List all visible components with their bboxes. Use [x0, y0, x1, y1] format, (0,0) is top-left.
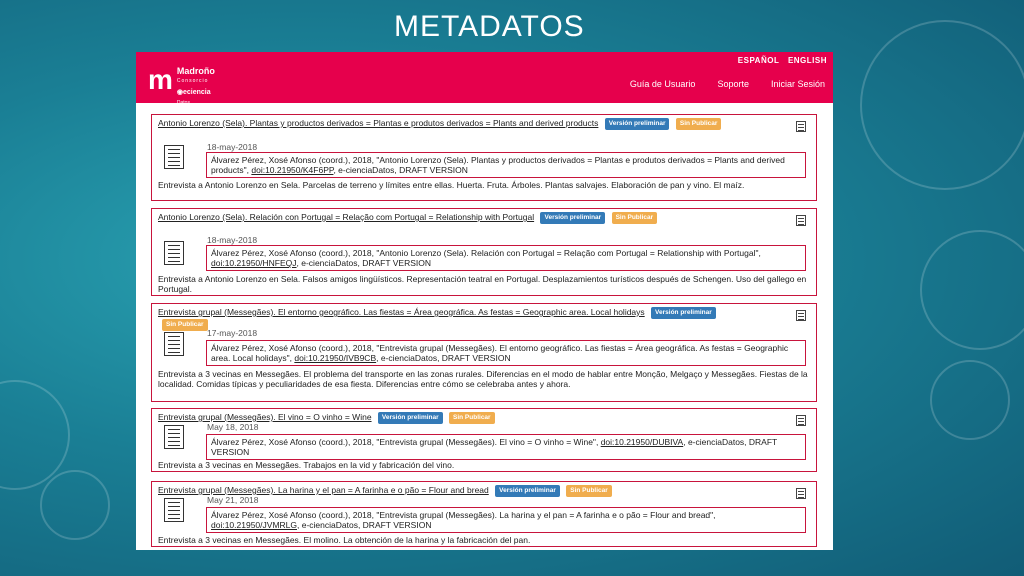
doi-link[interactable]: doi:10.21950/JVMRLG: [211, 520, 297, 530]
citation-tail: , e-cienciaDatos, DRAFT VERSION: [211, 437, 778, 457]
dataset-title-link[interactable]: Antonio Lorenzo (Sela). Relación con Portugal = Relação com Portugal = Relationship with Portugal: [158, 212, 535, 222]
nav-support[interactable]: Soporte: [717, 79, 749, 89]
draft-badge: Versión preliminar: [378, 412, 443, 424]
lang-spanish-link[interactable]: ESPAÑOL: [737, 56, 780, 65]
draft-badge: Versión preliminar: [495, 485, 560, 497]
dataset-description: Entrevista a Antonio Lorenzo en Sela. Parcelas de terreno y límites entre ellas. Huerta. Fruta. Árboles. Plantas salvajes. Elaboración de pan y vino. El maíz.: [158, 180, 745, 190]
top-nav: [630, 79, 825, 89]
file-icon: [796, 121, 806, 132]
draft-badge: Versión preliminar: [651, 307, 716, 319]
logo-sub: Consorcio: [176, 78, 209, 84]
unpublished-badge: Sin Publicar: [676, 118, 722, 130]
dataset-card: [151, 481, 817, 547]
dataset-document-icon: [164, 425, 184, 449]
slide-title: METADATOS: [394, 10, 585, 43]
file-icon: [796, 310, 806, 321]
doi-link[interactable]: doi:10.21950/IVB9CB: [294, 353, 377, 363]
dataset-card: [151, 408, 817, 472]
dataset-description: Entrevista a 3 vecinas en Messegães. El molino. La obtención de la harina y la fabricación del pan.: [158, 535, 531, 545]
citation-text: Álvarez Pérez, Xosé Afonso (coord.), 2018, "Entrevista grupal (Messegães). El entorno geográfico. Las fiestas = Área geográfica. As festas = Geographic area. Local holidays",: [211, 343, 789, 363]
lang-english-link[interactable]: ENGLISH: [787, 56, 827, 65]
madrono-logo-icon: m: [148, 64, 173, 95]
dataset-title-link[interactable]: Entrevista grupal (Messegães). La harina y el pan = A farinha e o pão = Flour and bread: [158, 485, 489, 495]
dataset-document-icon: [164, 332, 184, 356]
decorative-circle: [930, 360, 1010, 440]
dataset-title-line: [158, 118, 748, 130]
unpublished-badge: Sin Publicar: [612, 212, 658, 224]
citation-tail: , e-cienciaDatos, DRAFT VERSION: [296, 258, 431, 268]
draft-badge: Versión preliminar: [605, 118, 670, 130]
unpublished-badge: Sin Publicar: [162, 319, 208, 331]
dataset-card: [151, 114, 817, 201]
dataset-description: Entrevista a Antonio Lorenzo en Sela. Falsos amigos lingüísticos. Representación teatral en Portugal. Desplazamientos turísticos después de Schengen. Uso del gallego en Portugal.: [158, 274, 807, 294]
dataset-date: May 21, 2018: [207, 495, 259, 505]
dataset-date: May 18, 2018: [207, 422, 259, 432]
nav-login[interactable]: Iniciar Sesión: [770, 79, 825, 89]
citation-text: Álvarez Pérez, Xosé Afonso (coord.), 2018, "Antonio Lorenzo (Sela). Plantas y productos derivados = Plantas e produtos derivados = Plants and derived products",: [211, 155, 785, 175]
file-icon: [796, 215, 806, 226]
doi-link[interactable]: doi:10.21950/HNFEQJ: [211, 258, 297, 268]
unpublished-badge: Sin Publicar: [449, 412, 495, 424]
citation-text: Álvarez Pérez, Xosé Afonso (coord.), 2018, "Antonio Lorenzo (Sela). Relación con Portugal = Relação com Portugal = Relationship with Portugal",: [211, 248, 761, 258]
language-switcher: [732, 56, 827, 65]
dataset-card: [151, 208, 817, 296]
citation-box: [206, 245, 806, 271]
nav-user-guide[interactable]: Guía de Usuario: [629, 79, 696, 89]
dataset-document-icon: [164, 498, 184, 522]
logo-name: Madroño: [176, 66, 215, 76]
dataset-description: Entrevista a 3 vecinas en Messegães. Trabajos en la vid y fabricación del vino.: [158, 460, 455, 470]
citation-tail: , e-cienciaDatos, DRAFT VERSION: [333, 165, 468, 175]
citation-box: [206, 152, 806, 178]
unpublished-badge: Sin Publicar: [566, 485, 612, 497]
dataset-card: [151, 303, 817, 402]
citation-box: [206, 340, 806, 366]
citation-box: [206, 434, 806, 460]
dataset-title-link[interactable]: Antonio Lorenzo (Sela). Plantas y productos derivados = Plantas e produtos derivados = Plants and derived products: [158, 118, 599, 128]
dataset-document-icon: [164, 145, 184, 169]
citation-tail: , e-cienciaDatos, DRAFT VERSION: [297, 520, 432, 530]
results-list: [136, 103, 833, 550]
site-logo[interactable]: [148, 66, 215, 108]
dataset-date: 18-may-2018: [207, 235, 258, 245]
site-header: [136, 52, 833, 103]
dataset-title-line: [158, 212, 748, 224]
logo-brand: ◉eciencia: [176, 89, 211, 96]
file-icon: [796, 415, 806, 426]
citation-text: Álvarez Pérez, Xosé Afonso (coord.), 2018, "Entrevista grupal (Messegães). La harina y el pan = A farinha e o pão = Flour and bread",: [211, 510, 716, 520]
citation-tail: , e-cienciaDatos, DRAFT VERSION: [376, 353, 511, 363]
decorative-circle: [860, 20, 1024, 190]
dataset-document-icon: [164, 241, 184, 265]
decorative-circle: [40, 470, 110, 540]
dataset-date: 18-may-2018: [207, 142, 258, 152]
file-icon: [796, 488, 806, 499]
decorative-circle: [920, 230, 1024, 350]
dataset-description: Entrevista a 3 vecinas en Messegães. El problema del transporte en las zonas rurales. Diferencias en el modo de hablar entre Monção, Melgaço y Messegães. Fiestas de la localidad. Comidas típicas y peculiaridades de esa fiesta. Diferencias entre cómo se celebraba antes y ahora.: [158, 369, 808, 389]
doi-link[interactable]: doi:10.21950/K4F6PP: [251, 165, 334, 175]
dataset-date: 17-may-2018: [207, 328, 258, 338]
dataset-title-link[interactable]: Entrevista grupal (Messegães). El entorno geográfico. Las fiestas = Área geográfica. As festas = Geographic area. Local holidays: [158, 307, 645, 317]
web-screenshot: [136, 52, 833, 550]
citation-text: Álvarez Pérez, Xosé Afonso (coord.), 2018, "Entrevista grupal (Messegães). El vino = O vinho = Wine",: [211, 437, 599, 447]
dataset-title-link[interactable]: Entrevista grupal (Messegães). El vino = O vinho = Wine: [158, 412, 372, 422]
citation-box: [206, 507, 806, 533]
doi-link[interactable]: doi:10.21950/DUBIVA: [600, 437, 684, 447]
draft-badge: Versión preliminar: [540, 212, 605, 224]
